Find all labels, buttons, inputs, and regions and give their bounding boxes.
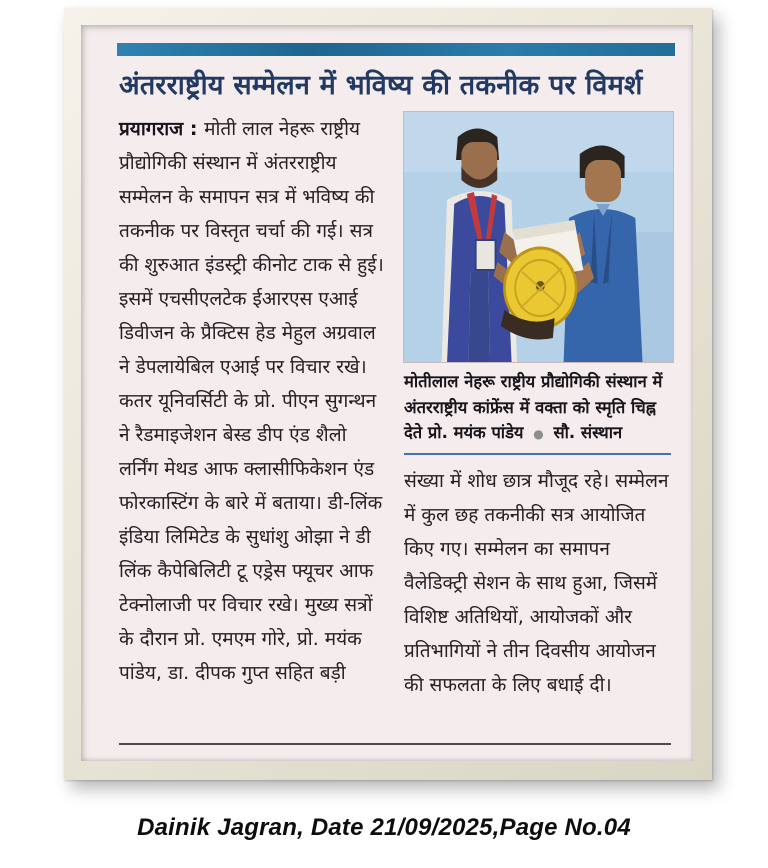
source-attribution: Dainik Jagran, Date 21/09/2025,Page No.04	[137, 814, 631, 841]
masthead-stripe	[117, 43, 675, 56]
caption-divider	[404, 453, 671, 455]
dateline: प्रयागराज :	[119, 118, 205, 140]
article-body-left-text: मोती लाल नेहरू राष्ट्रीय प्रौद्योगिकी संस्थान में अंतरराष्ट्रीय सम्मेलन के समापन सत्र में भविष्य की तकनीक पर विस्तृत चर्चा की गई। सत्र की शुरुआत इंडस्ट्री कीनोट टाक से हुई। इसमें एचसीएलटेक ईआरएस एआई डिवीजन के प्रैक्टिस हेड मेहुल अग्रवाल ने डेपलायेबिल एआई पर विचार रखे। कतर यूनिवर्सिटी के प्रो. पीएन सुगन्थन ने रैडमाइजेशन बेस्ड डीप एंड शैलो लर्निंग मेथड आफ क्लासीफिकेशन एंड फोरकास्टिंग के बारे में बताया। डी-लिंक इंडिया लिमिटेड के सुधांशु ओझा ने डी लिंक कैपेबिलिटी टू एड्रेस फ्यूचर आफ टेक्नोलाजी पर विचार रखे। मुख्य सत्रों के दौरान प्रो. एमएम गोरे, प्रो. मयंक पांडेय, डा. दीपक गुप्त सहित बड़ी	[119, 118, 384, 684]
article-body-left	[119, 112, 391, 690]
clipping-bottom-rule	[119, 743, 671, 745]
credit-bullet-icon: ●	[533, 427, 544, 442]
article-columns	[95, 108, 681, 702]
news-photo	[404, 112, 673, 362]
article-column-left	[119, 112, 391, 702]
photo-caption	[404, 362, 673, 450]
newspaper-clipping	[81, 25, 693, 761]
article-headline: अंतरराष्ट्रीय सम्मेलन में भविष्य की तकनीक पर विमर्श	[119, 70, 643, 101]
photo-credit: सौ. संस्थान	[553, 423, 623, 443]
photo-frame	[64, 8, 712, 780]
photo-caption-text: मोतीलाल नेहरू राष्ट्रीय प्रौद्योगिकी संस्थान में अंतरराष्ट्रीय कांफ्रेंस में वक्ता को स्मृति चिह्न देते प्रो. मयंक पांडेय	[404, 372, 663, 443]
article-column-right	[404, 112, 673, 702]
news-photo-illustration	[404, 112, 673, 362]
article-body-right: संख्या में शोध छात्र मौजूद रहे। सम्मेलन में कुल छह तकनीकी सत्र आयोजित किए गए। सम्मेलन का समापन वैलेडिक्ट्री सेशन के साथ हुआ, जिसमें विशिष्ट अतिथियों, आयोजकों और प्रतिभागियों ने तीन दिवसीय आयोजन की सफलता के लिए बधाई दी।	[404, 469, 669, 696]
